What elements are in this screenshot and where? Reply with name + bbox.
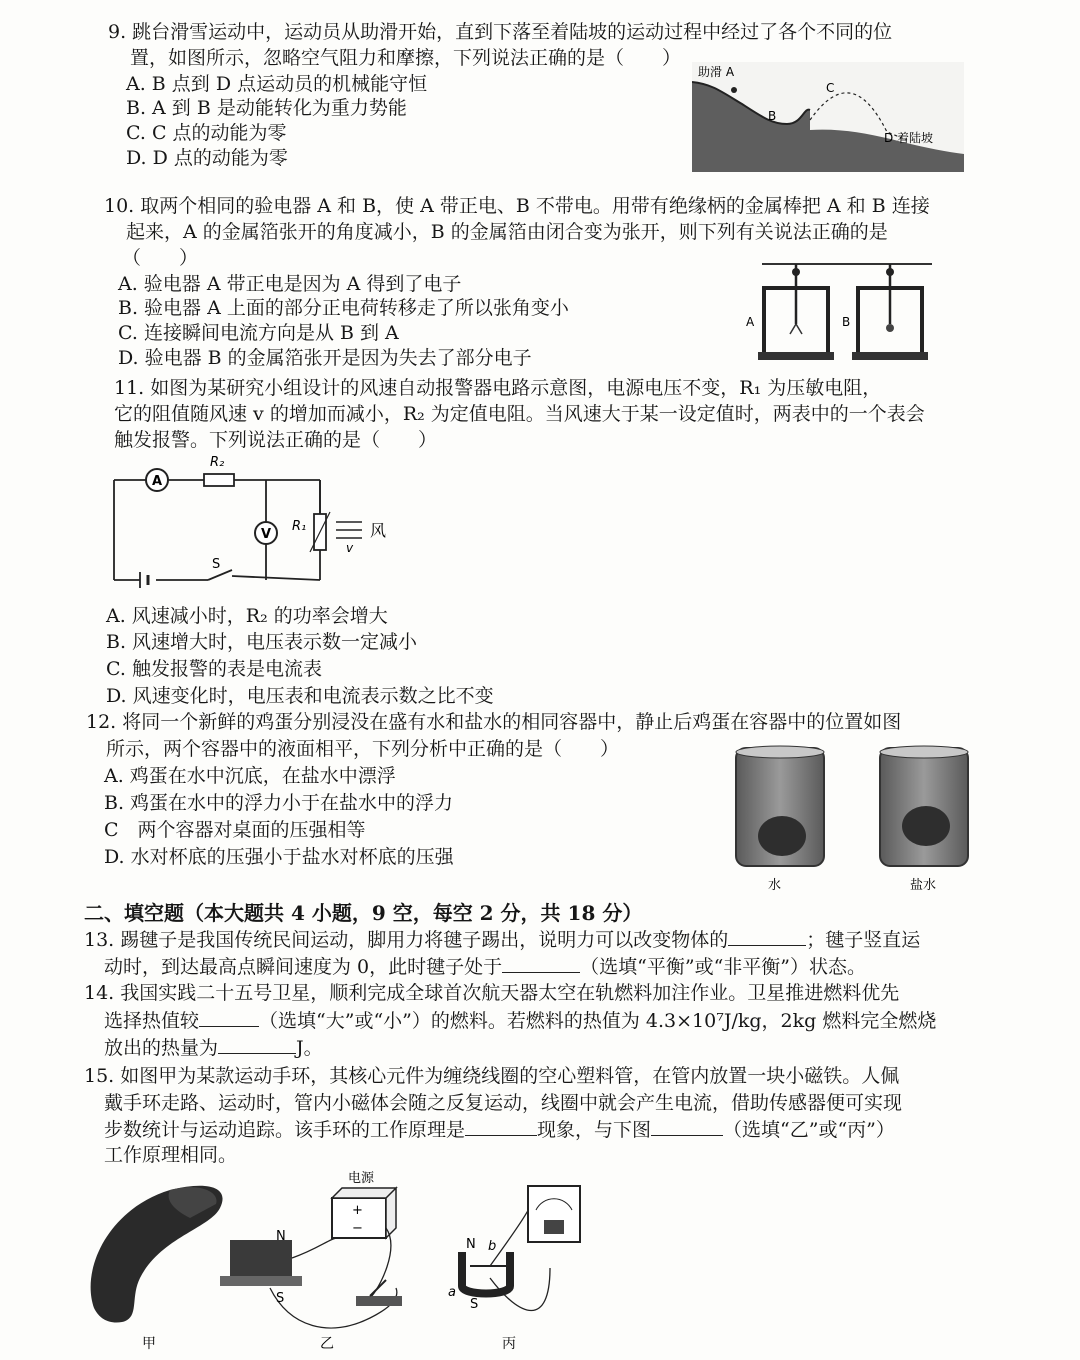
q11-option-b: B. 风速增大时，电压表示数一定减小 <box>106 631 418 653</box>
ski-label-b: B <box>768 109 777 123</box>
voltmeter-label: V <box>261 527 272 542</box>
salt-water-label: 盐水 <box>910 878 937 893</box>
q12-option-c: C 两个容器对桌面的压强相等 <box>104 819 366 841</box>
q13-blank-2[interactable] <box>502 954 580 973</box>
a-label: a <box>448 1285 456 1300</box>
minus-label: − <box>352 1221 363 1236</box>
section-2-heading: 二、填空题（本大题共 4 小题，9 空，每空 2 分，共 18 分） <box>84 901 643 925</box>
q14-line3 <box>104 1035 323 1061</box>
label-bing: 丙 <box>502 1336 516 1352</box>
q15-text-part6: 工作原理相同。 <box>104 1144 238 1166</box>
q11-stem-line3: 触发报警。下列说法正确的是（ ） <box>114 429 438 451</box>
q13-text-part4: （选填“平衡”或“非平衡”）状态。 <box>580 956 866 978</box>
q14-text-part4: 放出的热量为 <box>104 1037 219 1059</box>
q15-line2 <box>104 1091 902 1116</box>
q9-stem-line2: 置，如图所示，忽略空气阻力和摩擦，下列说法正确的是（ ） <box>130 47 682 69</box>
q15-text-part1: 15. 如图甲为某款运动手环，其核心元件为缠绕线圈的空心塑料管，在管内放置一块小磁铁。人佩 <box>84 1065 900 1087</box>
q11-stem-line2: 它的阻值随风速 v 的增加而减小，R₂ 为定值电阻。当风速大于某一设定值时，两表中的一个表会 <box>114 403 925 425</box>
q13-line2 <box>104 954 866 980</box>
q14-line2 <box>104 1008 936 1034</box>
q15-blank-1[interactable] <box>465 1117 537 1136</box>
q11-option-a: A. 风速减小时，R₂ 的功率会增大 <box>106 605 388 627</box>
q12-stem-line2: 所示，两个容器中的液面相平，下列分析中正确的是（ ） <box>106 738 620 760</box>
q10-stem-line2: 起来，A 的金属箔张开的角度减小，B 的金属箔由闭合变为张开，则下列有关说法正确的是 <box>126 221 888 243</box>
q10-option-b: B. 验电器 A 上面的部分正电荷转移走了所以张角变小 <box>118 297 569 319</box>
wind-label: 风 <box>370 521 387 540</box>
q12-stem-line1: 12. 将同一个新鲜的鸡蛋分别浸没在盛有水和盐水的相同容器中，静止后鸡蛋在容器中的位置如图 <box>86 711 902 733</box>
q12-option-d: D. 水对杯底的压强小于盐水对杯底的压强 <box>104 846 454 868</box>
q15-text-part4: 现象，与下图 <box>537 1119 652 1141</box>
generator-figure <box>462 1186 580 1311</box>
eggs-beakers-figure <box>730 744 970 894</box>
q9-stem-line1: 9. 跳台滑雪运动中，运动员从助滑开始，直到下落至着陆坡的运动过程中经过了各个不同的位 <box>108 21 893 43</box>
q10-stem-line1: 10. 取两个相同的验电器 A 和 B，使 A 带正电、B 不带电。用带有绝缘柄的金属棒把 A 和 B 连接 <box>104 195 930 217</box>
s-label-yi: S <box>276 1291 285 1306</box>
q15-line1 <box>84 1064 899 1089</box>
ski-label-a: 助滑 A <box>698 65 735 79</box>
ski-label-c: C <box>826 81 835 95</box>
q13-blank-1[interactable] <box>728 927 806 946</box>
plus-label: + <box>352 1203 363 1218</box>
switch-label: S <box>212 557 221 572</box>
electroscope-label-a: A <box>746 315 755 329</box>
q9-option-b: B. A 到 B 是动能转化为重力势能 <box>126 97 407 119</box>
q13-text-part1: 13. 踢毽子是我国传统民间运动，脚用力将毽子踢出，说明力可以改变物体的 <box>84 929 729 951</box>
q12-option-b: B. 鸡蛋在水中的浮力小于在盐水中的浮力 <box>104 792 454 814</box>
motor-figure <box>220 1188 402 1328</box>
ski-jump-figure <box>692 62 964 172</box>
b-label: b <box>488 1239 497 1254</box>
q15-line4 <box>104 1143 237 1168</box>
q10-stem-line3: （ ） <box>122 247 199 269</box>
q14-blank-2[interactable] <box>218 1035 296 1054</box>
q13-line1 <box>84 927 920 953</box>
q14-blank-1[interactable] <box>199 1008 259 1027</box>
water-label: 水 <box>768 878 782 893</box>
electroscope-figure <box>742 254 942 364</box>
q9-option-d: D. D 点的动能为零 <box>126 147 288 169</box>
q14-text-part1: 14. 我国实践二十五号卫星，顺利完成全球首次航天器太空在轨燃料加注作业。卫星推进燃料优先 <box>84 982 900 1004</box>
q12-option-a: A. 鸡蛋在水中沉底，在盐水中漂浮 <box>104 765 396 787</box>
q15-text-part5: （选填“乙”或“丙”） <box>723 1119 895 1141</box>
q10-option-a: A. 验电器 A 带正电是因为 A 得到了电子 <box>118 273 462 295</box>
q9-option-c: C. C 点的动能为零 <box>126 122 287 144</box>
wind-alarm-circuit <box>100 452 410 592</box>
wristband-figure <box>91 1186 223 1323</box>
label-yi: 乙 <box>320 1336 334 1352</box>
q10-option-d: D. 验电器 B 的金属箔张开是因为失去了部分电子 <box>118 347 532 369</box>
q14-text-part3: （选填“大”或“小”）的燃料。若燃料的热值为 4.3×10⁷J/kg，2kg 燃料完全燃烧 <box>259 1010 937 1032</box>
q13-text-part3: 动时，到达最高点瞬间速度为 0，此时毽子处于 <box>104 956 503 978</box>
q14-text-part5: J。 <box>296 1037 323 1059</box>
q14-line1 <box>84 981 899 1006</box>
q11-stem-line1: 11. 如图为某研究小组设计的风速自动报警器电路示意图，电源电压不变，R₁ 为压敏电阻， <box>114 377 882 399</box>
q9-option-a: A. B 点到 D 点运动员的机械能守恒 <box>126 73 428 95</box>
wind-speed-label: v <box>346 541 354 555</box>
q15-figures <box>70 1168 1010 1354</box>
q10-option-c: C. 连接瞬间电流方向是从 B 到 A <box>118 322 399 344</box>
q14-text-part2: 选择热值较 <box>104 1010 200 1032</box>
q15-line3 <box>104 1117 895 1143</box>
q15-text-part3: 步数统计与运动追踪。该手环的工作原理是 <box>104 1119 466 1141</box>
r2-label: R₂ <box>210 455 225 470</box>
n-label-yi: N <box>276 1229 286 1244</box>
q13-text-part2: ；毽子竖直运 <box>806 929 921 951</box>
q11-option-c: C. 触发报警的表是电流表 <box>106 658 322 680</box>
ski-label-d: D 着陆坡 <box>884 131 934 145</box>
electroscope-label-b: B <box>842 315 851 329</box>
n-label-bing: N <box>466 1237 476 1252</box>
q15-blank-2[interactable] <box>651 1117 723 1136</box>
label-jia: 甲 <box>142 1336 156 1352</box>
ammeter-label: A <box>152 474 163 489</box>
s-label-bing: S <box>470 1297 479 1312</box>
q11-option-d: D. 风速变化时，电压表和电流表示数之比不变 <box>106 685 494 707</box>
q15-text-part2: 戴手环走路、运动时，管内小磁体会随之反复运动，线圈中就会产生电流，借助传感器便可实现 <box>104 1092 903 1114</box>
power-label: 电源 <box>348 1171 375 1186</box>
r1-label: R₁ <box>292 519 307 534</box>
